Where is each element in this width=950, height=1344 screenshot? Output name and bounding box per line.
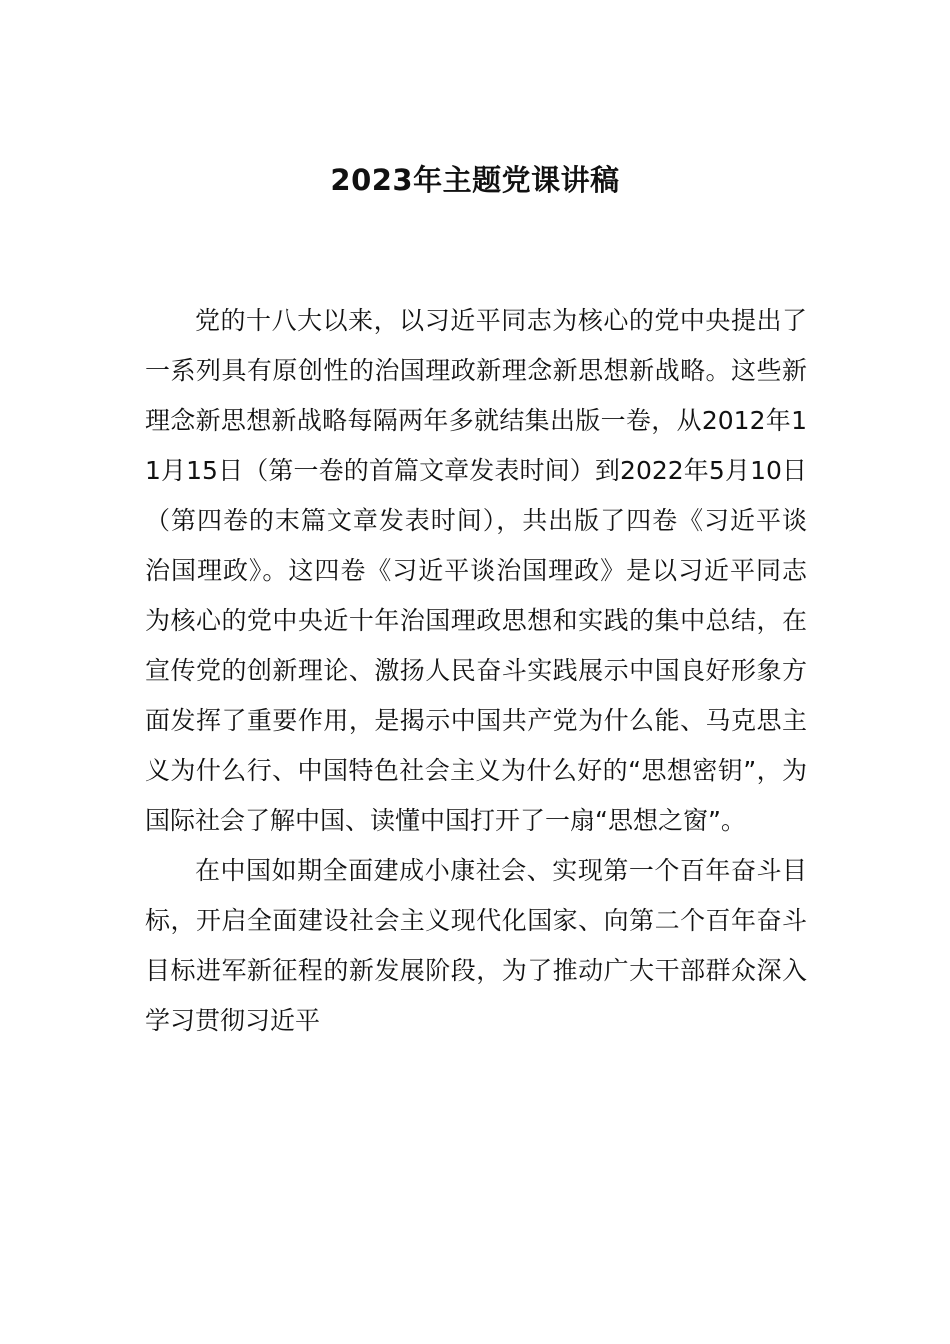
document-body [145,296,807,1046]
paragraph-1: 党的十八大以来，以习近平同志为核心的党中央提出了一系列具有原创性的治国理政新理念新思想新战略。这些新理念新思想新战略每隔两年多就结集出版一卷，从2012年11月15日（第一卷的首篇文章发表时间）到2022年5月10日（第四卷的末篇文章发表时间），共出版了四卷《习近平谈治国理政》。这四卷《习近平谈治国理政》是以习近平同志为核心的党中央近十年治国理政思想和实践的集中总结，在宣传党的创新理论、激扬人民奋斗实践展示中国良好形象方面发挥了重要作用，是揭示中国共产党为什么能、马克思主义为什么行、中国特色社会主义为什么好的“思想密钥”，为国际社会了解中国、读懂中国打开了一扇“思想之窗”。 [145,306,807,835]
document-title: 2023年主题党课讲稿 [330,163,620,197]
paragraph-2: 在中国如期全面建成小康社会、实现第一个百年奋斗目标，开启全面建设社会主义现代化国家、向第二个百年奋斗目标进军新征程的新发展阶段，为了推动广大干部群众深入学习贯彻习近平 [145,856,807,1035]
